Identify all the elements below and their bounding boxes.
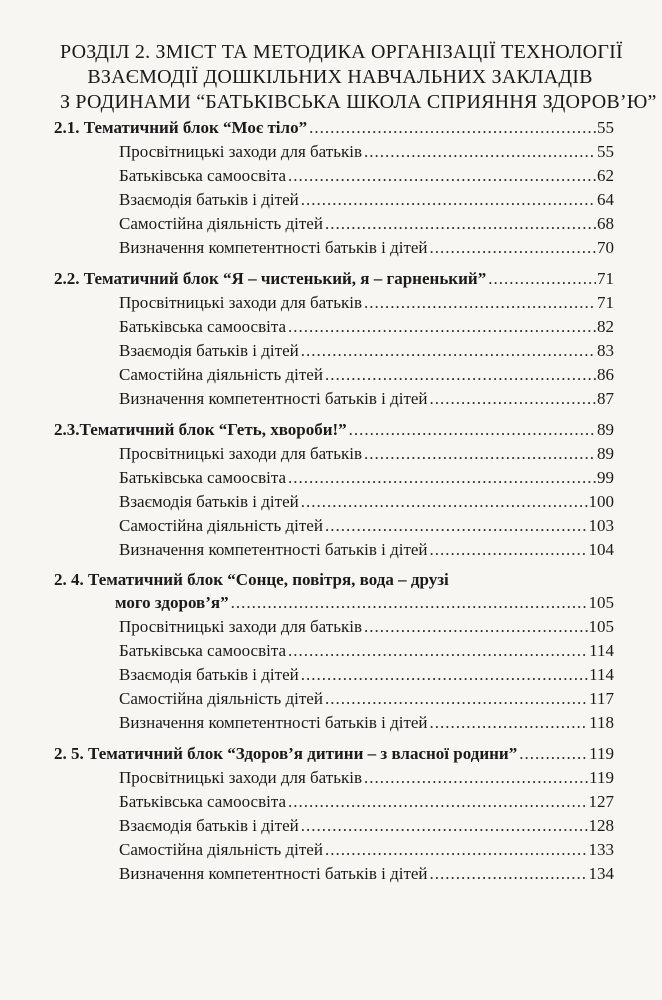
toc-item[interactable] <box>119 862 614 886</box>
toc-page-number: 55 <box>597 118 614 137</box>
toc-page-number: 104 <box>588 540 614 559</box>
toc-item[interactable] <box>119 291 614 315</box>
toc-item-label: Просвітницькі заходи для батьків <box>119 142 362 161</box>
toc-section <box>0 742 662 886</box>
toc-section-entry[interactable] <box>54 569 614 591</box>
toc-page-number: 105 <box>588 617 614 636</box>
toc-item-label: Просвітницькі заходи для батьків <box>119 768 362 787</box>
dot-leader <box>364 442 596 466</box>
toc-item-label: Визначення компетентності батьків і дітей <box>119 864 428 883</box>
toc-page-number: 87 <box>597 389 614 408</box>
toc-item-label: Визначення компетентності батьків і дітей <box>119 713 428 732</box>
toc-item[interactable] <box>119 490 614 514</box>
toc-page-number: 83 <box>597 341 614 360</box>
toc-page-number: 103 <box>588 516 614 535</box>
toc-page-number: 119 <box>589 768 614 787</box>
toc-page-number: 114 <box>589 641 614 660</box>
toc-section-title-line2: мого здоров’я” <box>115 593 229 612</box>
dot-leader <box>301 188 596 212</box>
dot-leader <box>309 116 596 140</box>
toc-item-label: Визначення компетентності батьків і дітей <box>119 238 428 257</box>
dot-leader <box>364 766 588 790</box>
dot-leader <box>231 591 588 615</box>
toc-page-number: 117 <box>589 689 614 708</box>
toc-item-label: Батьківська самоосвіта <box>119 317 287 336</box>
toc-item[interactable] <box>119 514 614 538</box>
dot-leader <box>325 687 588 711</box>
toc-item[interactable] <box>119 236 614 260</box>
toc-item[interactable] <box>119 212 614 236</box>
dot-leader <box>430 387 596 411</box>
dot-leader <box>430 538 588 562</box>
toc-item-label: Самостійна діяльність дітей <box>119 516 323 535</box>
dot-leader <box>325 514 588 538</box>
toc-item[interactable] <box>119 538 614 562</box>
toc-page-number: 133 <box>588 840 614 859</box>
toc-item[interactable] <box>119 766 614 790</box>
dot-leader <box>288 639 588 663</box>
toc-section-entry[interactable] <box>54 267 614 291</box>
toc-page-number: 68 <box>597 214 614 233</box>
dot-leader <box>430 862 588 886</box>
toc-page-number: 55 <box>597 142 614 161</box>
dot-leader <box>301 339 596 363</box>
toc-item-label: Взаємодія батьків і дітей <box>119 665 299 684</box>
dot-leader <box>519 742 588 766</box>
dot-leader <box>288 790 587 814</box>
dot-leader <box>349 418 596 442</box>
dot-leader <box>325 838 588 862</box>
toc-item-label: Батьківська самоосвіта <box>119 792 287 811</box>
toc-item[interactable] <box>119 315 614 339</box>
toc-section <box>0 267 662 411</box>
toc-item-label: Самостійна діяльність дітей <box>119 214 323 233</box>
toc-page-number: 100 <box>588 492 614 511</box>
toc-section-title-line1: 2. 4. Тематичний блок “Сонце, повітря, вода – друзі <box>54 570 449 589</box>
dot-leader <box>288 466 596 490</box>
toc-page-number: 71 <box>597 293 614 312</box>
dot-leader <box>301 814 588 838</box>
dot-leader <box>364 615 588 639</box>
table-of-contents <box>0 116 662 893</box>
toc-section-entry[interactable] <box>54 116 614 140</box>
toc-item-label: Взаємодія батьків і дітей <box>119 816 299 835</box>
toc-item[interactable] <box>119 188 614 212</box>
toc-item[interactable] <box>119 442 614 466</box>
toc-page-number: 82 <box>597 317 614 336</box>
toc-page-number: 114 <box>589 665 614 684</box>
toc-item[interactable] <box>119 363 614 387</box>
dot-leader <box>430 711 589 735</box>
toc-item[interactable] <box>119 387 614 411</box>
dot-leader <box>364 140 596 164</box>
toc-section-entry[interactable] <box>54 742 614 766</box>
toc-item[interactable] <box>119 663 614 687</box>
dot-leader <box>430 236 596 260</box>
toc-page-number: 118 <box>589 713 614 732</box>
toc-item-label: Самостійна діяльність дітей <box>119 840 323 859</box>
chapter-heading-line: З РОДИНАМИ “БАТЬКІВСЬКА ШКОЛА СПРИЯННЯ ЗДОРОВ’Ю” <box>60 91 657 113</box>
toc-item[interactable] <box>119 164 614 188</box>
toc-page-number: 127 <box>588 792 614 811</box>
chapter-heading-line: РОЗДІЛ 2. ЗМІСТ ТА МЕТОДИКА ОРГАНІЗАЦІЇ ТЕХНОЛОГІЇ <box>60 41 623 63</box>
toc-page-number: 70 <box>597 238 614 257</box>
dot-leader <box>325 212 596 236</box>
chapter-heading <box>60 40 657 115</box>
dot-leader <box>288 164 596 188</box>
toc-section <box>0 418 662 562</box>
toc-page-number: 99 <box>597 468 614 487</box>
toc-item-label: Визначення компетентності батьків і дітей <box>119 540 428 559</box>
toc-item-label: Визначення компетентності батьків і дітей <box>119 389 428 408</box>
chapter-heading-line: ВЗАЄМОДІЇ ДОШКІЛЬНИХ НАВЧАЛЬНИХ ЗАКЛАДІВ <box>87 66 593 88</box>
toc-section <box>0 569 662 735</box>
toc-page-number: 86 <box>597 365 614 384</box>
toc-section-title: 2. 5. Тематичний блок “Здоров’я дитини – з власної родини” <box>54 744 518 763</box>
dot-leader <box>301 490 588 514</box>
toc-item[interactable] <box>119 838 614 862</box>
toc-page-number: 134 <box>588 864 614 883</box>
toc-page-number: 89 <box>597 420 614 439</box>
toc-section-title: 2.2. Тематичний блок “Я – чистенький, я – гарненький” <box>54 269 487 288</box>
toc-page-number: 71 <box>597 269 614 288</box>
dot-leader <box>325 363 596 387</box>
toc-item-label: Просвітницькі заходи для батьків <box>119 444 362 463</box>
toc-page-number: 89 <box>597 444 614 463</box>
toc-section <box>0 116 662 260</box>
toc-item-label: Просвітницькі заходи для батьків <box>119 617 362 636</box>
toc-section-title: 2.1. Тематичний блок “Моє тіло” <box>54 118 308 137</box>
toc-page-number: 119 <box>589 744 614 763</box>
toc-section-entry-continued[interactable] <box>115 591 614 615</box>
dot-leader <box>288 315 596 339</box>
toc-section-entry[interactable] <box>54 418 614 442</box>
toc-item-label: Взаємодія батьків і дітей <box>119 492 299 511</box>
toc-item-label: Батьківська самоосвіта <box>119 166 287 185</box>
toc-page-number: 62 <box>597 166 614 185</box>
toc-item[interactable] <box>119 615 614 639</box>
toc-page-number: 105 <box>588 593 614 612</box>
toc-item-label: Батьківська самоосвіта <box>119 468 287 487</box>
toc-item[interactable] <box>119 466 614 490</box>
toc-item[interactable] <box>119 790 614 814</box>
toc-page-number: 128 <box>588 816 614 835</box>
dot-leader <box>301 663 588 687</box>
toc-page-number: 64 <box>597 190 614 209</box>
toc-item-label: Взаємодія батьків і дітей <box>119 190 299 209</box>
toc-item[interactable] <box>119 711 614 735</box>
toc-item-label: Самостійна діяльність дітей <box>119 689 323 708</box>
toc-item[interactable] <box>119 639 614 663</box>
toc-item-label: Взаємодія батьків і дітей <box>119 341 299 360</box>
toc-item-label: Батьківська самоосвіта <box>119 641 287 660</box>
toc-item[interactable] <box>119 687 614 711</box>
toc-item[interactable] <box>119 814 614 838</box>
toc-item[interactable] <box>119 140 614 164</box>
toc-item-label: Самостійна діяльність дітей <box>119 365 323 384</box>
toc-item-label: Просвітницькі заходи для батьків <box>119 293 362 312</box>
toc-item[interactable] <box>119 339 614 363</box>
toc-section-title: 2.3.Тематичний блок “Геть, хвороби!” <box>54 420 347 439</box>
dot-leader <box>364 291 596 315</box>
dot-leader <box>488 267 596 291</box>
